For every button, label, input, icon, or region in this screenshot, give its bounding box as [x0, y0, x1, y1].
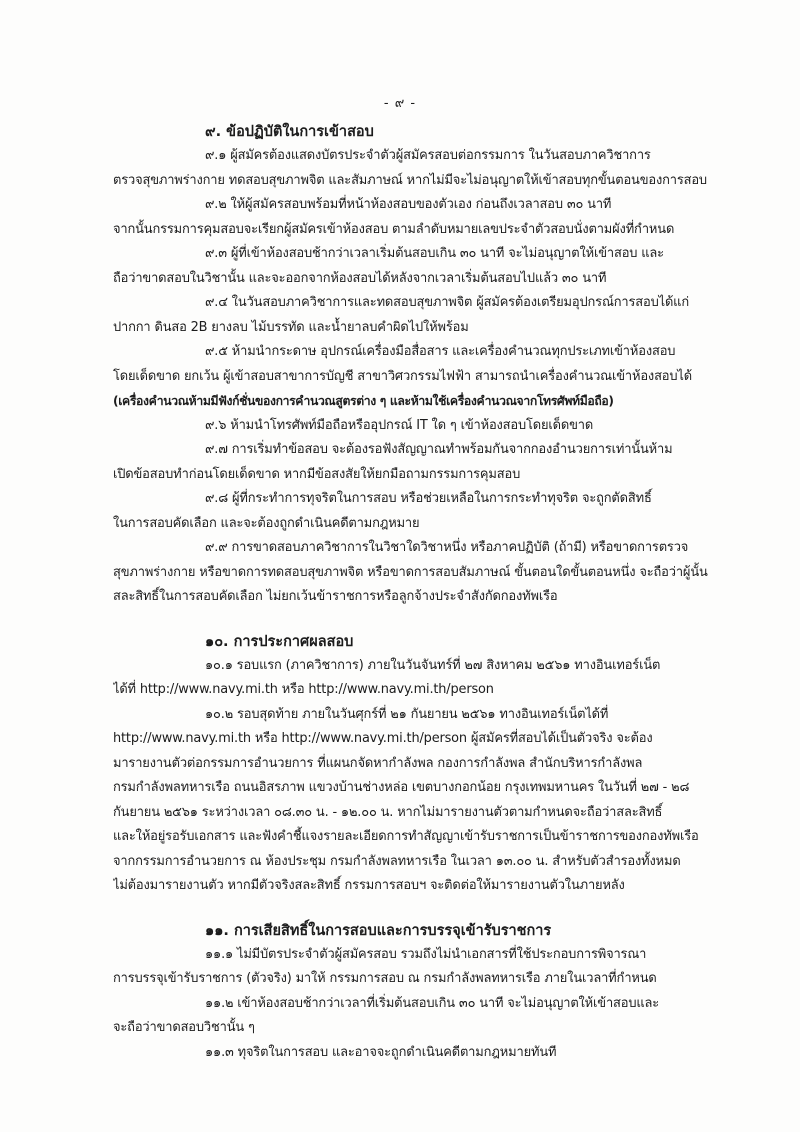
document-body [113, 120, 711, 1065]
paragraph-line: ๙.๕ ห้ามนำกระดาษ อุปกรณ์เครื่องมือสื่อสาร และเครื่องคำนวณทุกประเภทเข้าห้องสอบ [205, 344, 676, 359]
paragraph-line: การบรรจุเข้ารับราชการ (ตัวจริง) มาให้ กรรมการสอบ ณ กรมกำลังพลทหารเรือ ภายในเวลาที่กำหนด [113, 971, 657, 986]
paragraph-line: ๙.๖ ห้ามนำโทรศัพท์มือถือหรืออุปกรณ์ IT ใด ๆ เข้าห้องสอบโดยเด็ดขาด [205, 417, 594, 433]
paragraph-line: เปิดข้อสอบทำก่อนโดยเด็ดขาด หากมีข้อสงสัยให้ยกมือถามกรรมการคุมสอบ [113, 466, 521, 482]
paragraph-line: ๙.๒ ให้ผู้สมัครสอบพร้อมที่หน้าห้องสอบของตัวเอง ก่อนถึงเวลาสอบ ๓๐ นาที [205, 197, 612, 212]
paragraph-line: ได้ที่ http://www.navy.mi.th หรือ http://www.navy.mi.th/person [113, 682, 494, 697]
paragraph-line: สละสิทธิ์ในการสอบคัดเลือก ไม่ยกเว้นข้าราชการหรือลูกจ้างประจำสังกัดกองทัพเรือ [113, 589, 558, 604]
section-loss-of-rights [113, 919, 711, 1066]
paragraph-line: ถือว่าขาดสอบในวิชานั้น และจะออกจากห้องสอบได้หลังจากเวลาเริ่มต้นสอบไปแล้ว ๓๐ นาที [113, 270, 607, 286]
paragraph-line: มารายงานตัวต่อกรรมการอำนวยการ ที่แผนกจัดหากำลังพล กองการกำลังพล สำนักบริหารกำลังพล [113, 755, 643, 771]
paragraph-line: http://www.navy.mi.th หรือ http://www.navy.mi.th/person ผู้สมัครที่สอบได้เป็นตัวจริง จะต้อง [113, 731, 653, 746]
paragraph-line: โดยเด็ดขาด ยกเว้น ผู้เข้าสอบสาขาการบัญชี สาขาวิศวกรรมไฟฟ้า สามารถนำเครื่องคำนวณเข้าห้องสอบได้ [113, 368, 692, 384]
section-heading: ๑๑. การเสียสิทธิ์ในการสอบและการบรรจุเข้ารับราชการ [205, 922, 552, 939]
paragraph-line: ๙.๔ ในวันสอบภาควิชาการและทดสอบสุขภาพจิต ผู้สมัครต้องเตรียมอุปกรณ์การสอบได้แก่ [205, 295, 689, 310]
paragraph-line: ในการสอบคัดเลือก และจะต้องถูกดำเนินคดีตามกฎหมาย [113, 515, 420, 531]
page-number: - ๙ - [383, 96, 417, 111]
paragraph-line: กันยายน ๒๕๖๑ ระหว่างเวลา ๐๘.๓๐ น. - ๑๒.๐๐ น. หากไม่มารายงานตัวตามกำหนดจะถือว่าสละสิทธิ์ [113, 804, 663, 820]
paragraph-line: ๑๑.๑ ไม่มีบัตรประจำตัวผู้สมัครสอบ รวมถึงไม่นำเอกสารที่ใช้ประกอบการพิจารณา [205, 946, 647, 962]
paragraph-line: สุขภาพร่างกาย หรือขาดการทดสอบสุขภาพจิต หรือขาดการสอบสัมภาษณ์ ขั้นตอนใดขั้นตอนหนึ่ง จะถือว่าผู้นั้น [113, 564, 708, 580]
paragraph-line: ปากกา ดินสอ 2B ยางลบ ไม้บรรทัด และน้ำยาลบคำผิดไปให้พร้อม [113, 319, 469, 335]
paragraph-line: ๑๐.๒ รอบสุดท้าย ภายในวันศุกร์ที่ ๒๑ กันยายน ๒๕๖๑ ทางอินเทอร์เน็ตได้ที่ [205, 706, 609, 722]
section-spacer [113, 610, 711, 630]
paragraph-line: จากนั้นกรรมการคุมสอบจะเรียกผู้สมัครเข้าห้องสอบ ตามลำดับหมายเลขประจำตัวสอบนั่งตามผังที่กำหนด [113, 221, 675, 237]
section-results-announcement [113, 630, 711, 899]
paragraph-line: จากกรรมการอำนวยการ ณ ห้องประชุม กรมกำลังพลทหารเรือ ในเวลา ๑๓.๐๐ น. สำหรับตัวสำรองทั้งหมด [113, 853, 681, 869]
paragraph-line-emphasis: (เครื่องคำนวณห้ามมีฟังก์ชั่นของการคำนวณสูตรต่าง ๆ และห้ามใช้เครื่องคำนวณจากโทรศัพท์มือถือ) [113, 394, 614, 408]
paragraph-line: ๙.๙ การขาดสอบภาควิชาการในวิชาใดวิชาหนึ่ง หรือภาคปฏิบัติ (ถ้ามี) หรือขาดการตรวจ [205, 540, 689, 555]
paragraph-line: ๙.๓ ผู้ที่เข้าห้องสอบช้ากว่าเวลาเริ่มต้นสอบเกิน ๓๐ นาที จะไม่อนุญาตให้เข้าสอบ และ [205, 246, 664, 261]
paragraph-line: กรมกำลังพลทหารเรือ ถนนอิสรภาพ แขวงบ้านช่างหล่อ เขตบางกอกน้อย กรุงเทพมหานคร ในวันที่ ๒๗ - ๒๘ [113, 780, 690, 795]
paragraph-line: ๑๑.๓ ทุจริตในการสอบ และอาจจะถูกดำเนินคดีตามกฎหมายทันที [205, 1044, 557, 1060]
paragraph-line: ไม่ต้องมารายงานตัว หากมีตัวจริงสละสิทธิ์ กรรมการสอบฯ จะติดต่อให้มารายงานตัวในภายหลัง [113, 878, 625, 893]
paragraph-line: ๙.๘ ผู้ที่กระทำการทุจริตในการสอบ หรือช่วยเหลือในการกระทำทุจริต จะถูกตัดสิทธิ์ [205, 491, 652, 506]
section-exam-rules [113, 120, 711, 610]
paragraph-line: ๑๐.๑ รอบแรก (ภาควิชาการ) ภายในวันจันทร์ที่ ๒๗ สิงหาคม ๒๕๖๑ ทางอินเทอร์เน็ต [205, 657, 661, 673]
paragraph-line: ๙.๗ การเริ่มทำข้อสอบ จะต้องรอฟังสัญญาณทำพร้อมกันจากกองอำนวยการเท่านั้นห้าม [205, 442, 673, 457]
section-heading: ๙. ข้อปฏิบัติในการเข้าสอบ [205, 124, 374, 140]
paragraph-line: และให้อยู่รอรับเอกสาร และฟังคำชี้แจงรายละเอียดการทำสัญญาเข้ารับราชการเป็นข้าราชการของกองทัพเรือ [113, 829, 699, 844]
paragraph-line: จะถือว่าขาดสอบวิชานั้น ๆ [113, 1020, 255, 1035]
paragraph-line: ๑๑.๒ เข้าห้องสอบช้ากว่าเวลาที่เริ่มต้นสอบเกิน ๓๐ นาที จะไม่อนุญาตให้เข้าสอบและ [205, 995, 660, 1011]
paragraph-line: ตรวจสุขภาพร่างกาย ทดสอบสุขภาพจิต และสัมภาษณ์ หากไม่มีจะไม่อนุญาตให้เข้าสอบทุกขั้นตอนของการสอบ [113, 172, 707, 188]
paragraph-line: ๙.๑ ผู้สมัครต้องแสดงบัตรประจำตัวผู้สมัครสอบต่อกรรมการ ในวันสอบภาควิชาการ [205, 148, 651, 163]
section-heading: ๑๐. การประกาศผลสอบ [205, 633, 354, 650]
section-spacer [113, 899, 711, 919]
